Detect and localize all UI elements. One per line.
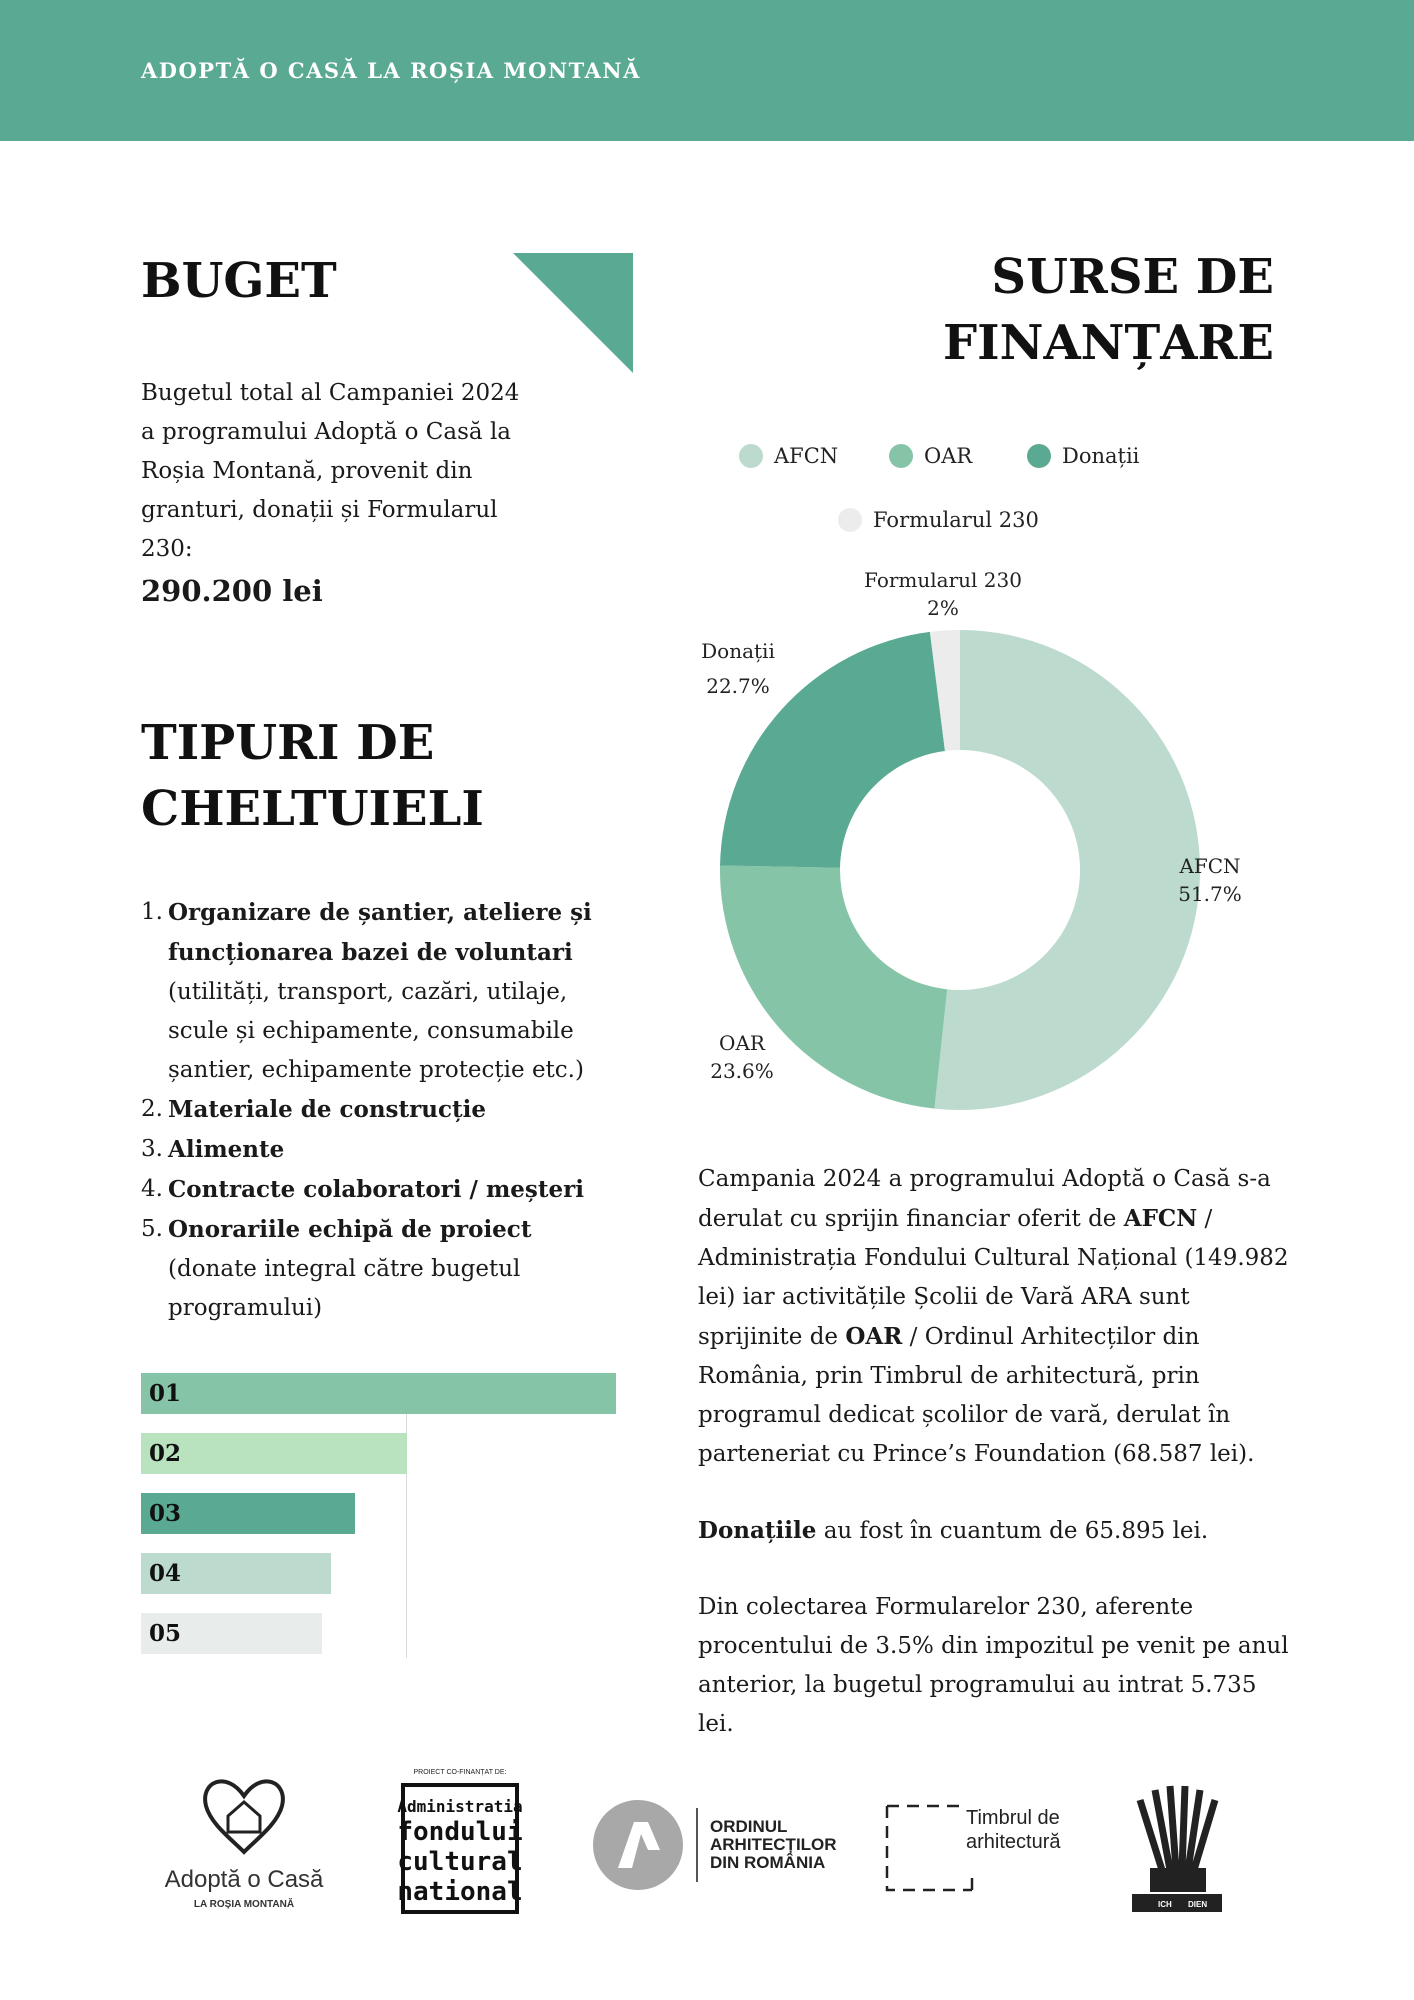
slice-value: 51.7% bbox=[1178, 882, 1242, 906]
expense-detail: (utilități, transport, cazări, utilaje, scule și echipamente, consumabile șantier, echipamente protecție etc.) bbox=[168, 979, 584, 1083]
budget-description: Bugetul total al Campaniei 2024 a programului Adoptă o Casă la Roșia Montană, provenit din granturi, donații și Formularul 230: bbox=[141, 380, 520, 562]
legend-dot bbox=[1027, 444, 1051, 468]
legend-dot bbox=[838, 508, 862, 532]
oar-bold: OAR bbox=[845, 1323, 903, 1350]
legend-label: AFCN bbox=[774, 444, 839, 468]
bar-05: 05 bbox=[141, 1613, 322, 1654]
slice-value: 22.7% bbox=[706, 674, 770, 698]
afcn-logo-text: Administratia bbox=[397, 1797, 523, 1816]
expense-item bbox=[141, 1170, 611, 1210]
adopta-logo-subtext: LA ROȘIA MONTANĂ bbox=[193, 1899, 295, 1910]
legend-item bbox=[838, 508, 1039, 532]
legend-label: Donații bbox=[1062, 444, 1140, 468]
text-span: au fost în cuantum de 65.895 lei. bbox=[816, 1518, 1209, 1544]
legend-item bbox=[739, 444, 838, 468]
funding-title bbox=[880, 244, 1274, 376]
decorative-triangle bbox=[513, 253, 633, 373]
afcn-caption: PROIECT CO-FINANȚAT DE: bbox=[413, 1769, 507, 1776]
emblem-text: ICH bbox=[1158, 1900, 1172, 1909]
expenses-title-line1: TIPURI DE bbox=[141, 715, 435, 771]
expense-number: 1. bbox=[141, 899, 163, 925]
header-bar bbox=[0, 0, 1414, 141]
funding-paragraph-3: Din colectarea Formularelor 230, aferente procentului de 3.5% din impozitul pe venit pe anul anterior, la bugetul programului au intrat 5.735 lei. bbox=[698, 1594, 1289, 1737]
donations-bold: Donațiile bbox=[698, 1517, 817, 1544]
afcn-logo-text: cultural bbox=[397, 1847, 523, 1877]
timbru-logo-text: arhitectură bbox=[966, 1831, 1061, 1853]
text-span: / Ordinul Arhitecților din România, prin Timbrul de arhitectură, prin programul dedicat școlilor de vară, derulat în parteneriat cu Prince’s Foundation (68.587 lei). bbox=[698, 1324, 1255, 1467]
text-span: / Administrația Fondului Cultural Național (149.982 lei) iar activitățile Școlii de Vară ARA sunt sprijinite de bbox=[698, 1206, 1289, 1350]
funding-paragraph-1 bbox=[698, 1160, 1298, 1474]
oar-logo bbox=[593, 1800, 837, 1890]
slice-label: Donații bbox=[701, 639, 775, 663]
expense-title: Contracte colaboratori / meșteri bbox=[168, 1176, 584, 1203]
expense-title: Organizare de șantier, ateliere și funcționarea bazei de voluntari bbox=[168, 899, 592, 966]
slice-value: 2% bbox=[927, 596, 959, 620]
expenses-title bbox=[141, 710, 641, 842]
expense-title: Alimente bbox=[168, 1136, 285, 1163]
afcn-bold: AFCN bbox=[1123, 1205, 1198, 1232]
expense-title: Onorariile echipă de proiect bbox=[168, 1216, 532, 1243]
legend-dot bbox=[739, 444, 763, 468]
partner-logos bbox=[0, 1760, 1414, 1930]
adopta-logo bbox=[165, 1781, 324, 1910]
slice-label: OAR bbox=[719, 1031, 765, 1055]
budget-total: 290.200 lei bbox=[141, 574, 323, 608]
expense-number: 5. bbox=[141, 1216, 163, 1242]
funding-title-line1: SURSE DE bbox=[991, 249, 1274, 305]
donut-svg bbox=[690, 430, 1330, 1110]
adopta-logo-text: Adoptă o Casă bbox=[164, 1866, 324, 1893]
funding-description bbox=[698, 1160, 1298, 1781]
feathers-emblem-icon bbox=[1132, 1786, 1222, 1912]
emblem-text: DIEN bbox=[1188, 1900, 1208, 1909]
expense-number: 4. bbox=[141, 1176, 163, 1202]
expense-item bbox=[141, 893, 611, 1090]
oar-logo-text: ARHITECȚILOR bbox=[710, 1835, 837, 1854]
expense-item bbox=[141, 1130, 611, 1170]
slice-value: 23.6% bbox=[710, 1059, 774, 1083]
funding-paragraph-2 bbox=[698, 1511, 1298, 1551]
slice-label: AFCN bbox=[1179, 854, 1241, 878]
expense-number: 2. bbox=[141, 1096, 163, 1122]
oar-logo-text: DIN ROMÂNIA bbox=[710, 1853, 826, 1872]
bar-01: 01 bbox=[141, 1373, 616, 1414]
expense-item bbox=[141, 1090, 611, 1130]
expenses-title-line2: CHELTUIELI bbox=[141, 781, 484, 837]
expenses-bar-chart bbox=[141, 1373, 621, 1658]
timbru-logo-text: Timbrul de bbox=[966, 1807, 1060, 1829]
legend-label: OAR bbox=[924, 444, 973, 468]
legend-label: Formularul 230 bbox=[873, 508, 1039, 532]
slice-label: Formularul 230 bbox=[864, 568, 1022, 592]
expense-number: 3. bbox=[141, 1136, 163, 1162]
expense-title: Materiale de construcție bbox=[168, 1096, 486, 1123]
legend-item bbox=[1027, 444, 1140, 468]
expense-item bbox=[141, 1210, 611, 1328]
funding-title-line2: FINANȚARE bbox=[943, 315, 1274, 371]
donut-slice-donații bbox=[720, 632, 945, 868]
afcn-logo-text: fondului bbox=[397, 1817, 523, 1847]
header-title: ADOPTĂ O CASĂ LA ROȘIA MONTANĂ bbox=[141, 58, 641, 83]
bar-02: 02 bbox=[141, 1433, 407, 1474]
afcn-logo-text: national bbox=[397, 1877, 523, 1907]
budget-title: BUGET bbox=[141, 253, 337, 309]
legend-dot bbox=[889, 444, 913, 468]
oar-logo-text: ORDINUL bbox=[710, 1817, 788, 1836]
timbru-logo bbox=[887, 1806, 1061, 1890]
expense-detail: (donate integral către bugetul programului) bbox=[168, 1256, 521, 1321]
funding-donut-chart bbox=[690, 430, 1330, 1110]
afcn-logo bbox=[397, 1769, 522, 1912]
expenses-list bbox=[141, 893, 611, 1328]
legend-item bbox=[889, 444, 973, 468]
bar-04: 04 bbox=[141, 1553, 331, 1594]
bar-03: 03 bbox=[141, 1493, 355, 1534]
text-span: Campania 2024 a programului Adoptă o Casă s-a derulat cu sprijin financiar oferit de bbox=[698, 1166, 1271, 1232]
donut-slice-afcn bbox=[934, 630, 1200, 1110]
